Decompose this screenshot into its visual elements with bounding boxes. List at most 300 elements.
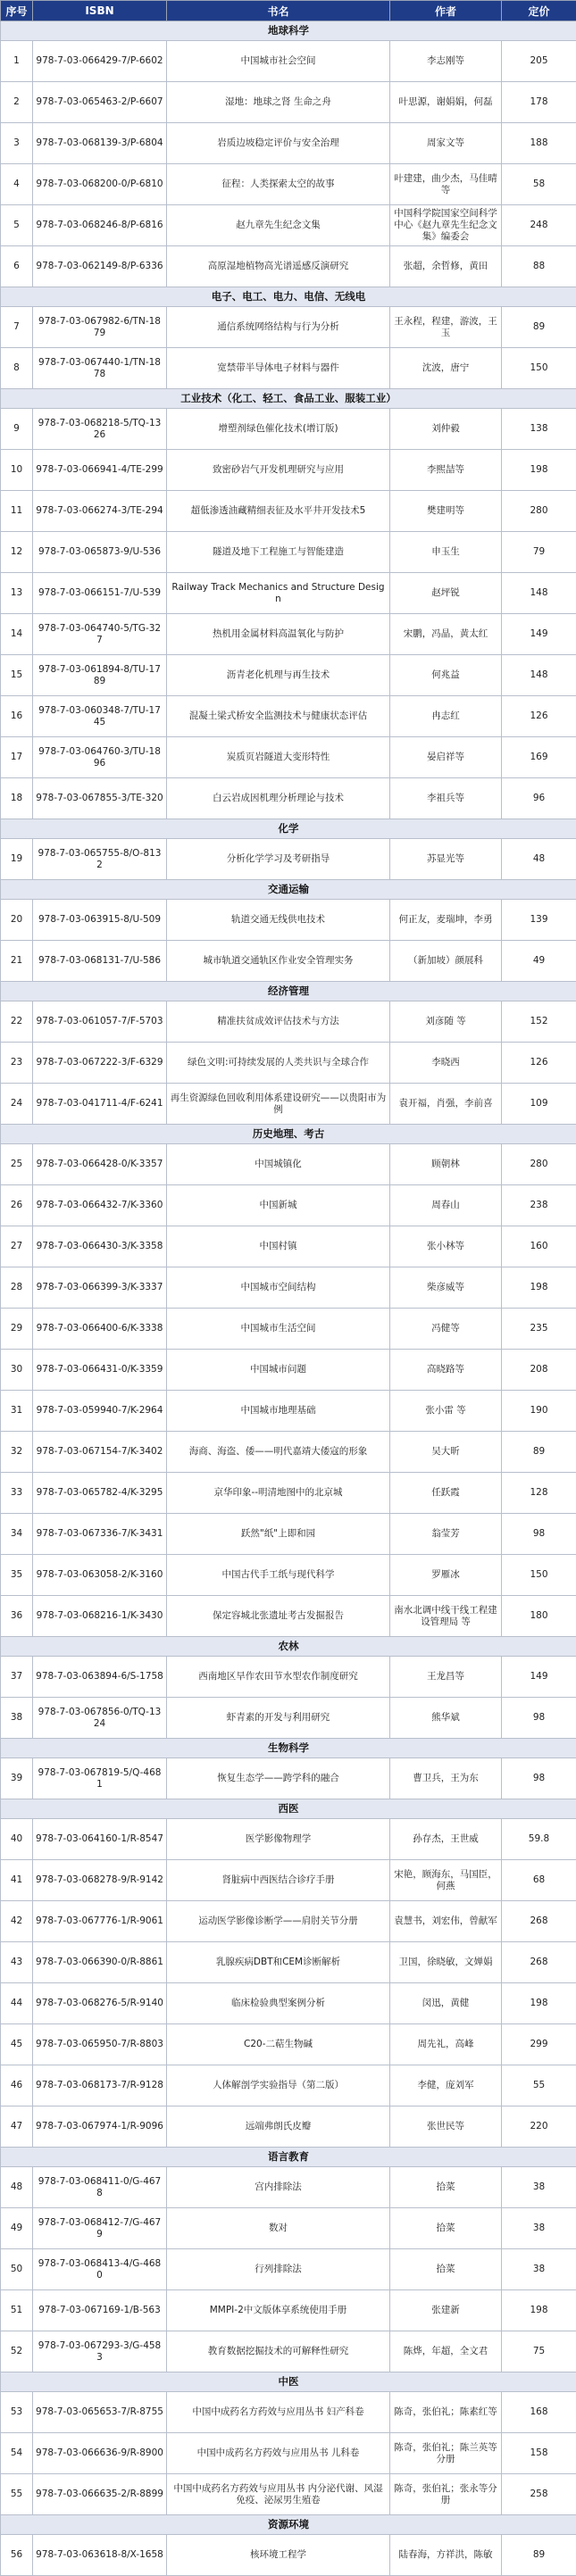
table-row bbox=[1, 655, 576, 696]
cell-isbn: 978-7-03-067819-5/Q-4681 bbox=[33, 1758, 167, 1799]
cell-price: 198 bbox=[502, 450, 576, 491]
cell-author: 顾朝林 bbox=[390, 1144, 502, 1185]
cell-price: 38 bbox=[502, 2167, 576, 2208]
cell-author: 熊华斌 bbox=[390, 1698, 502, 1739]
cell-title: 行列排除法 bbox=[167, 2249, 390, 2290]
cell-no: 15 bbox=[1, 655, 33, 696]
cell-author: 沈波，唐宁 bbox=[390, 348, 502, 389]
cell-no: 41 bbox=[1, 1860, 33, 1901]
header-no: 序号 bbox=[1, 1, 33, 21]
table-row bbox=[1, 1514, 576, 1555]
cell-isbn: 978-7-03-060348-7/TU-1745 bbox=[33, 696, 167, 737]
cell-price: 89 bbox=[502, 2535, 576, 2576]
cell-isbn: 978-7-03-068200-0/P-6810 bbox=[33, 164, 167, 205]
cell-price: 139 bbox=[502, 900, 576, 941]
cell-author: （新加坡）颜展科 bbox=[390, 941, 502, 982]
cell-title: 致密砂岩气开发机理研究与应用 bbox=[167, 450, 390, 491]
cell-no: 38 bbox=[1, 1698, 33, 1739]
cell-no: 20 bbox=[1, 900, 33, 941]
cell-author: 高晓路等 bbox=[390, 1350, 502, 1391]
table-row bbox=[1, 2208, 576, 2249]
table-row bbox=[1, 1942, 576, 1983]
cell-author: 曹卫兵，王为东 bbox=[390, 1758, 502, 1799]
cell-author: 翁莹芳 bbox=[390, 1514, 502, 1555]
cell-isbn: 978-7-03-068276-5/R-9140 bbox=[33, 1983, 167, 2024]
cell-author: 叶建建，曲少杰，马佳晴等 bbox=[390, 164, 502, 205]
table-row bbox=[1, 1309, 576, 1350]
cell-author: 王龙昌等 bbox=[390, 1657, 502, 1698]
table-row bbox=[1, 2065, 576, 2107]
cell-isbn: 978-7-03-064740-5/TG-327 bbox=[33, 614, 167, 655]
category-label: 工业技术（化工、轻工、食品工业、服装工业） bbox=[1, 389, 576, 409]
cell-author: 陈奇，张伯礼；张永等分册 bbox=[390, 2474, 502, 2515]
cell-title: 医学影像物理学 bbox=[167, 1819, 390, 1860]
table-row bbox=[1, 1226, 576, 1267]
cell-no: 14 bbox=[1, 614, 33, 655]
table-row bbox=[1, 737, 576, 778]
cell-isbn: 978-7-03-066399-3/K-3337 bbox=[33, 1267, 167, 1309]
cell-title: Railway Track Mechanics and Structure Design bbox=[167, 573, 390, 614]
cell-author: 李晓西 bbox=[390, 1043, 502, 1084]
cell-title: 数对 bbox=[167, 2208, 390, 2249]
cell-price: 48 bbox=[502, 839, 576, 880]
cell-isbn: 978-7-03-059940-7/K-2964 bbox=[33, 1391, 167, 1432]
cell-price: 126 bbox=[502, 1043, 576, 1084]
cell-price: 190 bbox=[502, 1391, 576, 1432]
cell-title: 乳腺疾病DBT和CEM诊断解析 bbox=[167, 1942, 390, 1983]
cell-price: 98 bbox=[502, 1758, 576, 1799]
cell-isbn: 978-7-03-067222-3/F-6329 bbox=[33, 1043, 167, 1084]
cell-author: 申玉生 bbox=[390, 532, 502, 573]
cell-title: MMPI-2中文版体享系统使用手册 bbox=[167, 2290, 390, 2331]
cell-author: 周家文等 bbox=[390, 123, 502, 164]
cell-title: 中国城市生活空间 bbox=[167, 1309, 390, 1350]
table-row bbox=[1, 1267, 576, 1309]
table-row bbox=[1, 1043, 576, 1084]
cell-price: 198 bbox=[502, 1267, 576, 1309]
cell-no: 29 bbox=[1, 1309, 33, 1350]
cell-title: 分析化学学习及考研指导 bbox=[167, 839, 390, 880]
header-row bbox=[1, 1, 576, 21]
cell-no: 53 bbox=[1, 2392, 33, 2433]
category-label: 历史地理、考古 bbox=[1, 1125, 576, 1144]
cell-no: 48 bbox=[1, 2167, 33, 2208]
cell-author: 张建新 bbox=[390, 2290, 502, 2331]
table-row bbox=[1, 1983, 576, 2024]
cell-title: 京华印象--明清地图中的北京城 bbox=[167, 1473, 390, 1514]
category-label: 生物科学 bbox=[1, 1739, 576, 1758]
cell-price: 180 bbox=[502, 1596, 576, 1637]
table-row bbox=[1, 1698, 576, 1739]
cell-no: 17 bbox=[1, 737, 33, 778]
cell-price: 150 bbox=[502, 348, 576, 389]
cell-no: 37 bbox=[1, 1657, 33, 1698]
cell-title: 海商、海盗、倭——明代嘉靖大倭寇的形象 bbox=[167, 1432, 390, 1473]
cell-title: 中国城市问题 bbox=[167, 1350, 390, 1391]
cell-title: 中国中成药名方药效与应用丛书 妇产科卷 bbox=[167, 2392, 390, 2433]
category-label: 交通运输 bbox=[1, 880, 576, 900]
cell-no: 54 bbox=[1, 2433, 33, 2474]
cell-isbn: 978-7-03-067856-0/TQ-1324 bbox=[33, 1698, 167, 1739]
cell-title: 宽禁带半导体电子材料与器件 bbox=[167, 348, 390, 389]
cell-author: 张超，余哲修，黄田 bbox=[390, 246, 502, 287]
table-row bbox=[1, 409, 576, 450]
cell-isbn: 978-7-03-061057-7/F-5703 bbox=[33, 1001, 167, 1043]
cell-price: 220 bbox=[502, 2107, 576, 2148]
table-row bbox=[1, 2331, 576, 2372]
table-row bbox=[1, 164, 576, 205]
cell-title: 中国村镇 bbox=[167, 1226, 390, 1267]
cell-price: 238 bbox=[502, 1185, 576, 1226]
cell-title: 精准扶贫成效评估技术与方法 bbox=[167, 1001, 390, 1043]
cell-no: 26 bbox=[1, 1185, 33, 1226]
category-label: 地球科学 bbox=[1, 21, 576, 41]
cell-title: 通信系统网络结构与行为分析 bbox=[167, 307, 390, 348]
cell-isbn: 978-7-03-065950-7/R-8803 bbox=[33, 2024, 167, 2065]
cell-author: 拾菜 bbox=[390, 2249, 502, 2290]
cell-author: 陈奇，张伯礼；陈兰英等分册 bbox=[390, 2433, 502, 2474]
cell-isbn: 978-7-03-065463-2/P-6607 bbox=[33, 82, 167, 123]
table-row bbox=[1, 2167, 576, 2208]
cell-title: 远端弗朗氏皮瓣 bbox=[167, 2107, 390, 2148]
cell-author: 何正友，麦瑞坤，李勇 bbox=[390, 900, 502, 941]
cell-title: 跃然"纸"上即和园 bbox=[167, 1514, 390, 1555]
cell-isbn: 978-7-03-068246-8/P-6816 bbox=[33, 205, 167, 246]
category-row bbox=[1, 819, 576, 839]
cell-author: 任跃霞 bbox=[390, 1473, 502, 1514]
cell-price: 89 bbox=[502, 1432, 576, 1473]
header-price: 定价 bbox=[502, 1, 576, 21]
category-label: 西医 bbox=[1, 1799, 576, 1819]
cell-title: 肾脏病中西医结合诊疗手册 bbox=[167, 1860, 390, 1901]
cell-price: 75 bbox=[502, 2331, 576, 2372]
cell-title: 湿地：地球之肾 生命之舟 bbox=[167, 82, 390, 123]
cell-title: C20-二萜生物碱 bbox=[167, 2024, 390, 2065]
cell-price: 198 bbox=[502, 2290, 576, 2331]
cell-isbn: 978-7-03-067169-1/B-563 bbox=[33, 2290, 167, 2331]
cell-author: 叶思源，谢娟娟，何磊 bbox=[390, 82, 502, 123]
cell-title: 增塑剂绿色催化技术(增订版) bbox=[167, 409, 390, 450]
cell-title: 核环境工程学 bbox=[167, 2535, 390, 2576]
cell-isbn: 978-7-03-067293-3/G-4583 bbox=[33, 2331, 167, 2372]
table-row bbox=[1, 1001, 576, 1043]
cell-title: 轨道交通无线供电技术 bbox=[167, 900, 390, 941]
cell-price: 49 bbox=[502, 941, 576, 982]
cell-no: 23 bbox=[1, 1043, 33, 1084]
category-row bbox=[1, 2148, 576, 2167]
table-row bbox=[1, 696, 576, 737]
cell-price: 268 bbox=[502, 1942, 576, 1983]
table-row bbox=[1, 941, 576, 982]
cell-no: 42 bbox=[1, 1901, 33, 1942]
cell-price: 68 bbox=[502, 1860, 576, 1901]
cell-isbn: 978-7-03-066941-4/TE-299 bbox=[33, 450, 167, 491]
cell-price: 96 bbox=[502, 778, 576, 819]
cell-title: 恢复生态学——跨学科的融合 bbox=[167, 1758, 390, 1799]
table-row bbox=[1, 1391, 576, 1432]
table-row bbox=[1, 839, 576, 880]
cell-isbn: 978-7-03-066635-2/R-8899 bbox=[33, 2474, 167, 2515]
cell-isbn: 978-7-03-065782-4/K-3295 bbox=[33, 1473, 167, 1514]
cell-title: 中国新城 bbox=[167, 1185, 390, 1226]
cell-price: 152 bbox=[502, 1001, 576, 1043]
cell-no: 51 bbox=[1, 2290, 33, 2331]
category-row bbox=[1, 21, 576, 41]
header-title: 书名 bbox=[167, 1, 390, 21]
cell-isbn: 978-7-03-067855-3/TE-320 bbox=[33, 778, 167, 819]
cell-price: 280 bbox=[502, 491, 576, 532]
cell-no: 5 bbox=[1, 205, 33, 246]
cell-author: 孙存杰，王世威 bbox=[390, 1819, 502, 1860]
cell-price: 88 bbox=[502, 246, 576, 287]
cell-author: 刘仲毅 bbox=[390, 409, 502, 450]
cell-title: 中国城镇化 bbox=[167, 1144, 390, 1185]
cell-isbn: 978-7-03-061894-8/TU-1789 bbox=[33, 655, 167, 696]
cell-price: 149 bbox=[502, 614, 576, 655]
table-row bbox=[1, 778, 576, 819]
cell-author: 张小雷 等 bbox=[390, 1391, 502, 1432]
cell-author: 袁慧书，刘宏伟，曾献军 bbox=[390, 1901, 502, 1942]
cell-author: 中国科学院国家空间科学中心《赵九章先生纪念文集》编委会 bbox=[390, 205, 502, 246]
cell-isbn: 978-7-03-041711-4/F-6241 bbox=[33, 1084, 167, 1125]
cell-isbn: 978-7-03-062149-8/P-6336 bbox=[33, 246, 167, 287]
table-row bbox=[1, 2474, 576, 2515]
table-row bbox=[1, 2433, 576, 2474]
category-row bbox=[1, 1125, 576, 1144]
cell-isbn: 978-7-03-067154-7/K-3402 bbox=[33, 1432, 167, 1473]
cell-isbn: 978-7-03-066432-7/K-3360 bbox=[33, 1185, 167, 1226]
table-row bbox=[1, 614, 576, 655]
cell-title: 西南地区旱作农田节水型农作制度研究 bbox=[167, 1657, 390, 1698]
cell-no: 1 bbox=[1, 41, 33, 82]
category-row bbox=[1, 2372, 576, 2392]
table-row bbox=[1, 2024, 576, 2065]
cell-title: 岩质边坡稳定评价与安全治理 bbox=[167, 123, 390, 164]
cell-no: 7 bbox=[1, 307, 33, 348]
cell-isbn: 978-7-03-068139-3/P-6804 bbox=[33, 123, 167, 164]
cell-title: 中国中成药名方药效与应用丛书 儿科卷 bbox=[167, 2433, 390, 2474]
cell-price: 89 bbox=[502, 307, 576, 348]
table-row bbox=[1, 123, 576, 164]
cell-no: 13 bbox=[1, 573, 33, 614]
cell-no: 12 bbox=[1, 532, 33, 573]
table-row bbox=[1, 1758, 576, 1799]
cell-isbn: 978-7-03-063915-8/U-509 bbox=[33, 900, 167, 941]
cell-price: 198 bbox=[502, 1983, 576, 2024]
category-label: 化学 bbox=[1, 819, 576, 839]
cell-price: 58 bbox=[502, 164, 576, 205]
cell-title: 再生资源绿色回收利用体系建设研究——以贵阳市为例 bbox=[167, 1084, 390, 1125]
cell-author: 陈烨，年超，全文君 bbox=[390, 2331, 502, 2372]
category-row bbox=[1, 982, 576, 1001]
cell-title: 运动医学影像诊断学——肩肘关节分册 bbox=[167, 1901, 390, 1942]
cell-isbn: 978-7-03-063058-2/K-3160 bbox=[33, 1555, 167, 1596]
cell-author: 李志刚等 bbox=[390, 41, 502, 82]
cell-no: 43 bbox=[1, 1942, 33, 1983]
category-row bbox=[1, 1799, 576, 1819]
cell-no: 22 bbox=[1, 1001, 33, 1043]
cell-no: 40 bbox=[1, 1819, 33, 1860]
cell-no: 11 bbox=[1, 491, 33, 532]
cell-isbn: 978-7-03-068278-9/R-9142 bbox=[33, 1860, 167, 1901]
cell-price: 158 bbox=[502, 2433, 576, 2474]
cell-price: 98 bbox=[502, 1698, 576, 1739]
cell-price: 160 bbox=[502, 1226, 576, 1267]
cell-price: 205 bbox=[502, 41, 576, 82]
cell-no: 44 bbox=[1, 1983, 33, 2024]
cell-title: 征程：人类探索太空的故事 bbox=[167, 164, 390, 205]
cell-price: 148 bbox=[502, 655, 576, 696]
table-row bbox=[1, 2290, 576, 2331]
cell-author: 袁开福，肖强，李前喜 bbox=[390, 1084, 502, 1125]
cell-isbn: 978-7-03-068413-4/G-4680 bbox=[33, 2249, 167, 2290]
table-row bbox=[1, 41, 576, 82]
cell-isbn: 978-7-03-066390-0/R-8861 bbox=[33, 1942, 167, 1983]
table-row bbox=[1, 1432, 576, 1473]
cell-title: 绿色文明:可持续发展的人类共识与全球合作 bbox=[167, 1043, 390, 1084]
cell-author: 刘彦随 等 bbox=[390, 1001, 502, 1043]
category-label: 资源环境 bbox=[1, 2515, 576, 2535]
cell-title: 城市轨道交通轨区作业安全管理实务 bbox=[167, 941, 390, 982]
cell-author: 吴大昕 bbox=[390, 1432, 502, 1473]
cell-isbn: 978-7-03-068216-1/K-3430 bbox=[33, 1596, 167, 1637]
cell-title: 赵九章先生纪念文集 bbox=[167, 205, 390, 246]
cell-no: 30 bbox=[1, 1350, 33, 1391]
cell-author: 陈奇，张伯礼；陈素红等 bbox=[390, 2392, 502, 2433]
cell-no: 33 bbox=[1, 1473, 33, 1514]
cell-isbn: 978-7-03-067974-1/R-9096 bbox=[33, 2107, 167, 2148]
cell-price: 268 bbox=[502, 1901, 576, 1942]
cell-no: 18 bbox=[1, 778, 33, 819]
table-row bbox=[1, 1473, 576, 1514]
cell-isbn: 978-7-03-066636-9/R-8900 bbox=[33, 2433, 167, 2474]
cell-author: 张世民等 bbox=[390, 2107, 502, 2148]
cell-isbn: 978-7-03-067440-1/TN-1878 bbox=[33, 348, 167, 389]
cell-author: 罗雁冰 bbox=[390, 1555, 502, 1596]
table-row bbox=[1, 532, 576, 573]
table-row bbox=[1, 2535, 576, 2576]
cell-isbn: 978-7-03-068131-7/U-586 bbox=[33, 941, 167, 982]
cell-author: 李祖兵等 bbox=[390, 778, 502, 819]
cell-no: 16 bbox=[1, 696, 33, 737]
cell-title: 高原湿地植物高光谱遥感反演研究 bbox=[167, 246, 390, 287]
cell-isbn: 978-7-03-065873-9/U-536 bbox=[33, 532, 167, 573]
table-row bbox=[1, 1596, 576, 1637]
category-row bbox=[1, 1739, 576, 1758]
cell-author: 南水北调中线干线工程建设管理局 等 bbox=[390, 1596, 502, 1637]
cell-title: 炭质页岩隧道大变形特性 bbox=[167, 737, 390, 778]
table-row bbox=[1, 1555, 576, 1596]
cell-title: 中国城市社会空间 bbox=[167, 41, 390, 82]
cell-title: 保定容城北张遗址考古发掘报告 bbox=[167, 1596, 390, 1637]
cell-price: 55 bbox=[502, 2065, 576, 2107]
table-row bbox=[1, 2107, 576, 2148]
cell-author: 李熙喆等 bbox=[390, 450, 502, 491]
cell-no: 52 bbox=[1, 2331, 33, 2372]
cell-author: 李健，庞刘军 bbox=[390, 2065, 502, 2107]
cell-price: 150 bbox=[502, 1555, 576, 1596]
cell-title: 白云岩成因机理分析理论与技术 bbox=[167, 778, 390, 819]
cell-author: 陆春海，方祥洪，陈敏 bbox=[390, 2535, 502, 2576]
table-row bbox=[1, 348, 576, 389]
cell-price: 59.8 bbox=[502, 1819, 576, 1860]
cell-price: 138 bbox=[502, 409, 576, 450]
cell-isbn: 978-7-03-066430-3/K-3358 bbox=[33, 1226, 167, 1267]
cell-isbn: 978-7-03-066429-7/P-6602 bbox=[33, 41, 167, 82]
cell-author: 晏启祥等 bbox=[390, 737, 502, 778]
cell-no: 45 bbox=[1, 2024, 33, 2065]
cell-no: 31 bbox=[1, 1391, 33, 1432]
cell-price: 149 bbox=[502, 1657, 576, 1698]
cell-title: 沥青老化机理与再生技术 bbox=[167, 655, 390, 696]
cell-isbn: 978-7-03-066431-0/K-3359 bbox=[33, 1350, 167, 1391]
cell-no: 35 bbox=[1, 1555, 33, 1596]
cell-no: 6 bbox=[1, 246, 33, 287]
cell-isbn: 978-7-03-065755-8/O-8132 bbox=[33, 839, 167, 880]
cell-no: 56 bbox=[1, 2535, 33, 2576]
table-row bbox=[1, 82, 576, 123]
cell-title: 虾青素的开发与利用研究 bbox=[167, 1698, 390, 1739]
cell-price: 169 bbox=[502, 737, 576, 778]
cell-title: 热机用金属材料高温氧化与防护 bbox=[167, 614, 390, 655]
category-label: 经济管理 bbox=[1, 982, 576, 1001]
cell-no: 47 bbox=[1, 2107, 33, 2148]
cell-price: 38 bbox=[502, 2249, 576, 2290]
cell-isbn: 978-7-03-067776-1/R-9061 bbox=[33, 1901, 167, 1942]
cell-author: 苏显光等 bbox=[390, 839, 502, 880]
table-row bbox=[1, 205, 576, 246]
cell-price: 280 bbox=[502, 1144, 576, 1185]
cell-price: 235 bbox=[502, 1309, 576, 1350]
cell-author: 张小林等 bbox=[390, 1226, 502, 1267]
cell-author: 拾菜 bbox=[390, 2167, 502, 2208]
cell-no: 50 bbox=[1, 2249, 33, 2290]
cell-no: 8 bbox=[1, 348, 33, 389]
cell-isbn: 978-7-03-067336-7/K-3431 bbox=[33, 1514, 167, 1555]
cell-no: 36 bbox=[1, 1596, 33, 1637]
cell-author: 卫国，徐晓敏，文婵娟 bbox=[390, 1942, 502, 1983]
cell-author: 柴彦威等 bbox=[390, 1267, 502, 1309]
category-row bbox=[1, 1637, 576, 1657]
table-row bbox=[1, 1144, 576, 1185]
cell-title: 临床检验典型案例分析 bbox=[167, 1983, 390, 2024]
table-row bbox=[1, 1084, 576, 1125]
cell-no: 25 bbox=[1, 1144, 33, 1185]
cell-price: 79 bbox=[502, 532, 576, 573]
cell-title: 超低渗透油藏精细表征及水平井开发技术5 bbox=[167, 491, 390, 532]
cell-title: 宫内排除法 bbox=[167, 2167, 390, 2208]
cell-price: 248 bbox=[502, 205, 576, 246]
table-row bbox=[1, 573, 576, 614]
cell-author: 宋鹏，冯晶，黄太红 bbox=[390, 614, 502, 655]
cell-isbn: 978-7-03-064760-3/TU-1896 bbox=[33, 737, 167, 778]
cell-no: 3 bbox=[1, 123, 33, 164]
cell-price: 188 bbox=[502, 123, 576, 164]
category-row bbox=[1, 2515, 576, 2535]
cell-isbn: 978-7-03-068218-5/TQ-1326 bbox=[33, 409, 167, 450]
cell-price: 178 bbox=[502, 82, 576, 123]
table-row bbox=[1, 1185, 576, 1226]
cell-author: 周先礼，高峰 bbox=[390, 2024, 502, 2065]
cell-title: 隧道及地下工程施工与智能建造 bbox=[167, 532, 390, 573]
cell-isbn: 978-7-03-063894-6/S-1758 bbox=[33, 1657, 167, 1698]
cell-no: 19 bbox=[1, 839, 33, 880]
cell-no: 2 bbox=[1, 82, 33, 123]
table-row bbox=[1, 1901, 576, 1942]
cell-title: 中国城市地理基础 bbox=[167, 1391, 390, 1432]
table-row bbox=[1, 2249, 576, 2290]
cell-isbn: 978-7-03-068412-7/G-4679 bbox=[33, 2208, 167, 2249]
